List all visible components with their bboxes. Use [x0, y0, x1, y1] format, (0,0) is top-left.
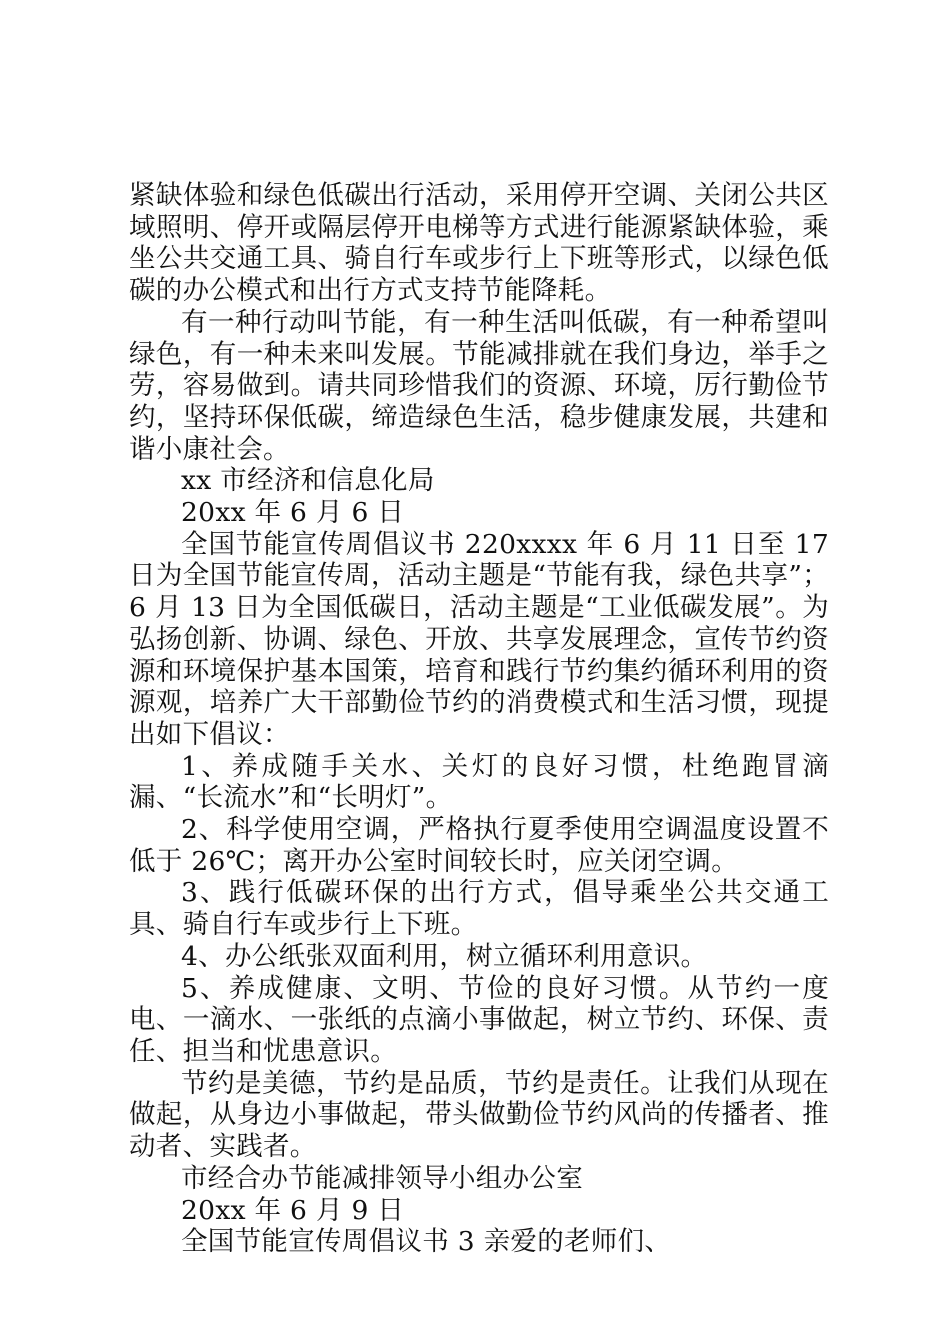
- paragraph-next-letter-start: 全国节能宣传周倡议书 3 亲爱的老师们、: [181, 1226, 672, 1258]
- signature-issuer-2: 市经合办节能减排领导小组办公室: [181, 1162, 583, 1194]
- list-item-3: 3、践行低碳环保的出行方式，倡导乘坐公共交通工具、骑自行车或步行上下班。: [129, 877, 829, 941]
- list-item-2: 2、科学使用空调，严格执行夏季使用空调温度设置不低于 26℃；离开办公室时间较长时，应关闭空调。: [129, 814, 829, 877]
- signature-date-2: 20xx 年 6 月 9 日: [181, 1194, 405, 1226]
- paragraph-thrift-closing: 节约是美德，节约是品质，节约是责任。让我们从现在做起，从身边小事做起，带头做勤俭节约风尚的传播者、推动者、实践者。: [129, 1067, 829, 1163]
- list-item-4: 4、办公纸张双面利用，树立循环利用意识。: [181, 940, 708, 972]
- paragraph-proposal-intro: 全国节能宣传周倡议书 220xxxx 年 6 月 11 日至 17 日为全国节能宣传周，活动主题是“节能有我，绿色共享”；6 月 13 日为全国低碳日，活动主题是“工业低碳发展”。为弘扬创新、协调、绿色、开放、共享发展理念，宣传节约资源和环境保护基本国策，培育和践行节约集约循环利用的资源观，培养广大干部勤俭节约的消费模式和生活习惯，现提出如下倡议：: [129, 528, 829, 750]
- signature-issuer-1: xx 市经济和信息化局: [181, 465, 435, 497]
- list-item-1: 1、养成随手关水、关灯的良好习惯，杜绝跑冒滴漏、“长流水”和“长明灯”。: [129, 750, 829, 814]
- signature-date-1: 20xx 年 6 月 6 日: [181, 497, 405, 529]
- paragraph-energy-experience: 紧缺体验和绿色低碳出行活动，采用停开空调、关闭公共区域照明、停开或隔层停开电梯等方式进行能源紧缺体验，乘坐公共交通工具、骑自行车或步行上下班等形式，以绿色低碳的办公模式和出行方式支持节能降耗。: [129, 180, 829, 307]
- paragraph-low-carbon-call: 有一种行动叫节能，有一种生活叫低碳，有一种希望叫绿色，有一种未来叫发展。节能减排就在我们身边，举手之劳，容易做到。请共同珍惜我们的资源、环境，厉行勤俭节约，坚持环保低碳，缔造绿色生活，稳步健康发展，共建和谐小康社会。: [129, 306, 829, 465]
- document-body: [129, 180, 829, 1258]
- list-item-5: 5、养成健康、文明、节俭的良好习惯。从节约一度电、一滴水、一张纸的点滴小事做起，树立节约、环保、责任、担当和忧患意识。: [129, 972, 829, 1067]
